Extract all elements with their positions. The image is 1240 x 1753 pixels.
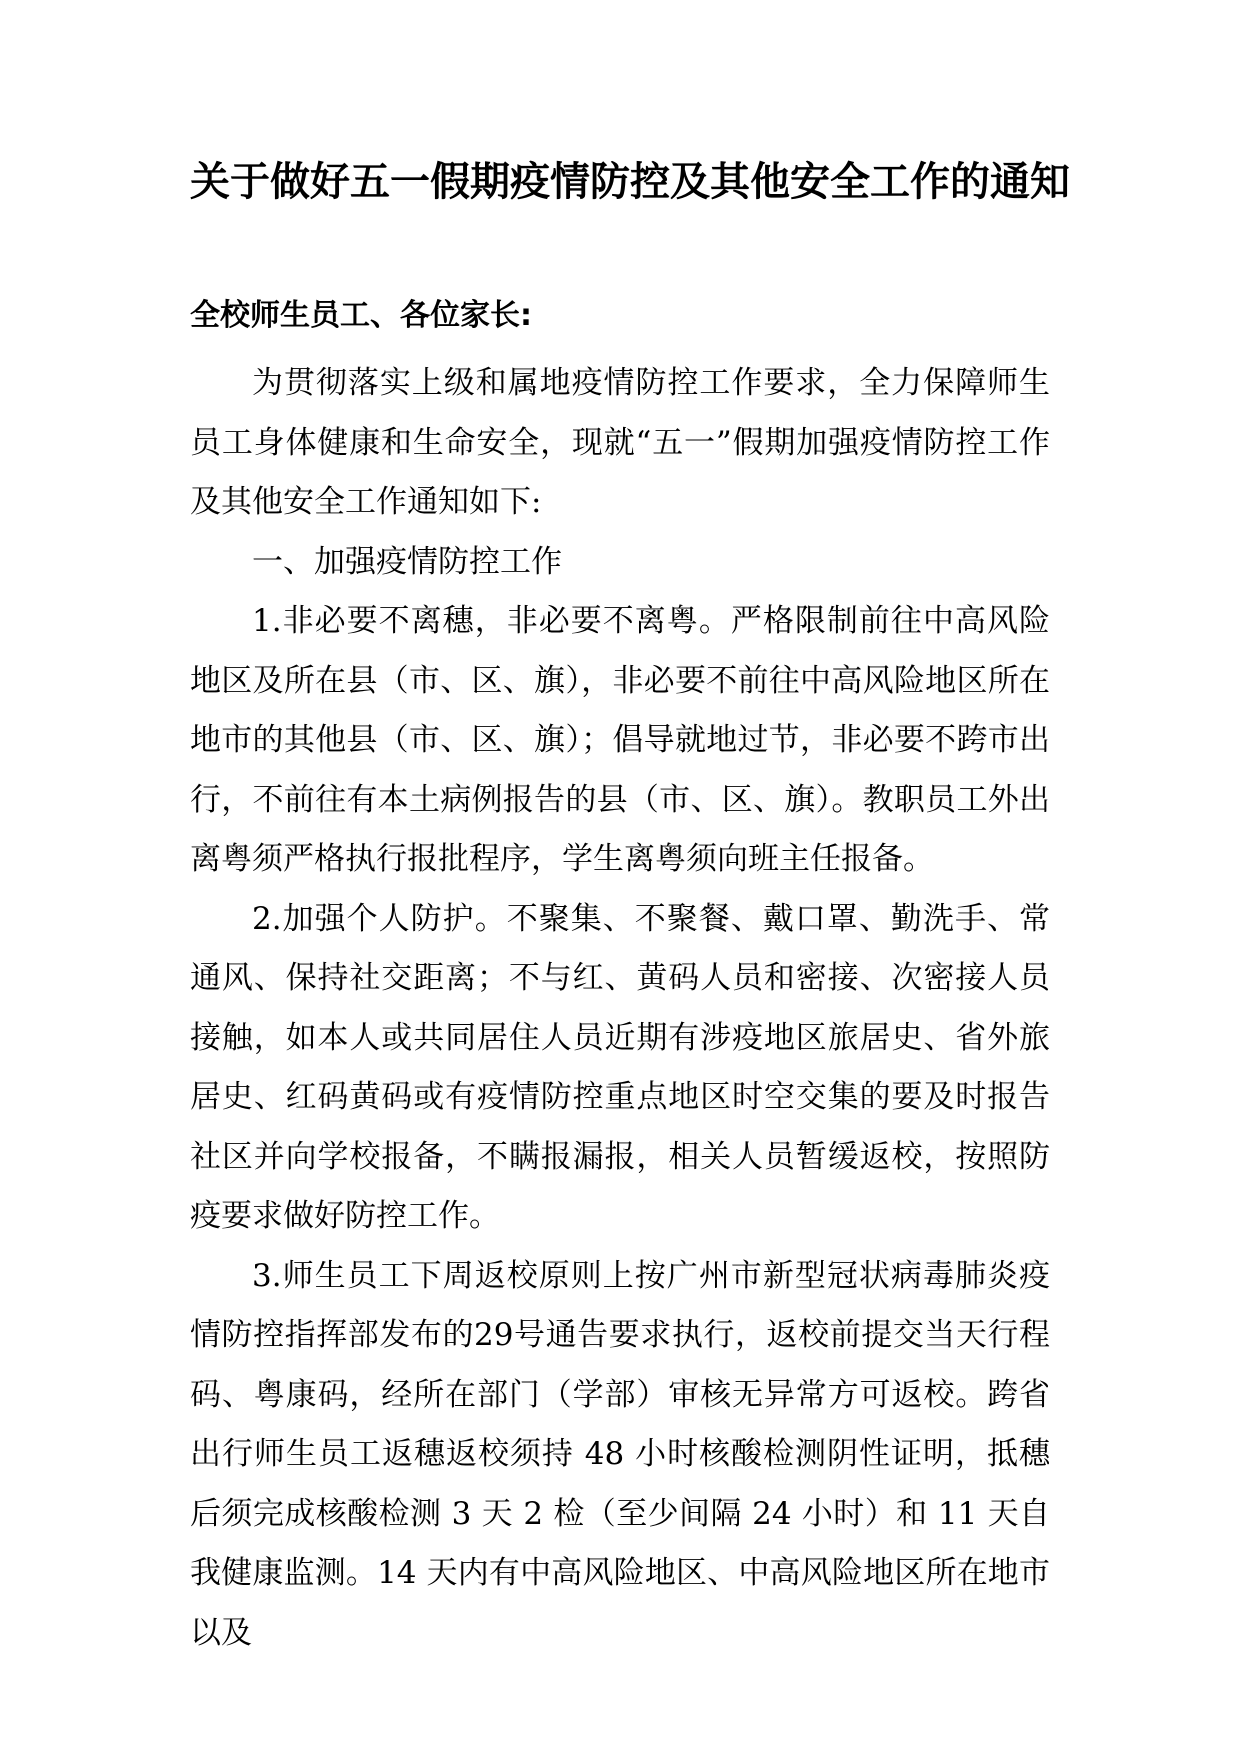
salutation: 全校师生员工、各位家长: (190, 298, 532, 333)
item-2-paragraph: 2.加强个人防护。不聚集、不聚餐、戴口罩、勤洗手、常通风、保持社交距离；不与红、黄码人员和密接、次密接人员接触，如本人或共同居住人员近期有涉疫地区旅居史、省外旅居史、红码黄码或有疫情防控重点地区时空交集的要及时报告社区并向学校报备，不瞒报漏报，相关人员暂缓返校，按照防疫要求做好防控工作。 (190, 900, 1050, 1234)
document-body (190, 354, 1050, 1663)
item-3-paragraph: 3.师生员工下周返校原则上按广州市新型冠状病毒肺炎疫情防控指挥部发布的29号通告要求执行，返校前提交当天行程码、粤康码，经所在部门（学部）审核无异常方可返校。跨省出行师生员工返穗返校须持 48 小时核酸检测阴性证明，抵穗后须完成核酸检测 3 天 2 检（至少间隔 24 小时）和 11 天自我健康监测。14 天内有中高风险地区、中高风险地区所在地市以及 (190, 1257, 1050, 1651)
item-1-paragraph: 1.非必要不离穗，非必要不离粤。严格限制前往中高风险地区及所在县（市、区、旗），非必要不前往中高风险地区所在地市的其他县（市、区、旗）；倡导就地过节，非必要不跨市出行，不前往有本土病例报告的县（市、区、旗）。教职员工外出离粤须严格执行报批程序，学生离粤须向班主任报备。 (190, 603, 1050, 877)
document-title: 关于做好五一假期疫情防控及其他安全工作的通知 (190, 159, 1070, 205)
intro-paragraph: 为贯彻落实上级和属地疫情防控工作要求，全力保障师生员工身体健康和生命安全，现就“五一”假期加强疫情防控工作及其他安全工作通知如下: (190, 365, 1050, 520)
section-heading: 一、加强疫情防控工作 (252, 543, 562, 580)
